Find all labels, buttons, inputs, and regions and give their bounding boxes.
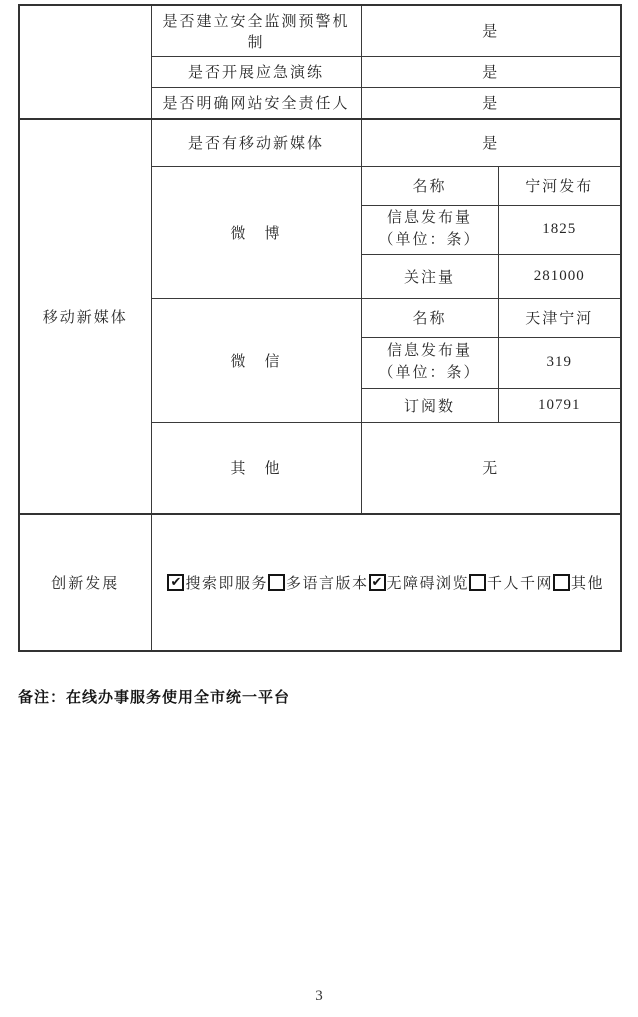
checkbox-checked-icon — [369, 574, 386, 591]
wechat-volume-value: 319 — [498, 337, 621, 388]
other-media-value: 无 — [361, 422, 621, 514]
wechat-subscribers-label: 订阅数 — [361, 388, 498, 422]
wechat-volume-label — [361, 337, 498, 388]
innovation-content-cell — [151, 514, 621, 651]
security-value-drill: 是 — [361, 56, 621, 87]
innovation-option — [469, 572, 553, 593]
checkbox-unchecked-icon — [553, 574, 570, 591]
footnote: 备注：在线办事服务使用全市统一平台 — [18, 689, 291, 706]
weibo-header: 微 博 — [151, 166, 361, 298]
innovation-header: 创新发展 — [19, 514, 151, 651]
page-number: 3 — [315, 988, 323, 1004]
wechat-name-value: 天津宁河 — [498, 298, 621, 337]
checkbox-checked-icon — [167, 574, 184, 591]
weibo-volume-value: 1825 — [498, 205, 621, 254]
checkbox-unchecked-icon — [469, 574, 486, 591]
innovation-option — [369, 572, 470, 593]
innovation-options — [156, 572, 617, 593]
security-label-drill: 是否开展应急演练 — [151, 56, 361, 87]
security-label-monitoring: 是否建立安全监测预警机制 — [151, 5, 361, 56]
category-cell-empty — [19, 5, 151, 119]
mobile-media-header: 移动新媒体 — [19, 119, 151, 514]
weibo-volume-label-line1: 信息发布量 — [386, 209, 472, 226]
checkbox-label: 多语言版本 — [285, 576, 369, 592]
has-mobile-media-value: 是 — [361, 119, 621, 166]
checkbox-label: 其他 — [571, 576, 605, 592]
checkbox-label: 无障碍浏览 — [386, 576, 470, 592]
weibo-followers-value: 281000 — [498, 254, 621, 298]
checkbox-unchecked-icon — [268, 574, 285, 591]
innovation-option — [553, 572, 604, 593]
weibo-volume-label-line2: （单位：条） — [378, 231, 481, 248]
innovation-option — [167, 572, 268, 593]
weibo-volume-label — [361, 205, 498, 254]
security-label-responsible-person: 是否明确网站安全责任人 — [151, 87, 361, 119]
security-value-responsible-person: 是 — [361, 87, 621, 119]
wechat-name-label: 名称 — [361, 298, 498, 337]
security-value-monitoring: 是 — [361, 5, 621, 56]
checkbox-label: 千人千网 — [487, 576, 554, 592]
weibo-followers-label: 关注量 — [361, 254, 498, 298]
innovation-option — [268, 572, 369, 593]
wechat-volume-label-line1: 信息发布量 — [386, 342, 472, 359]
weibo-name-label: 名称 — [361, 166, 498, 205]
wechat-header: 微 信 — [151, 298, 361, 422]
has-mobile-media-label: 是否有移动新媒体 — [151, 119, 361, 166]
other-media-label: 其 他 — [151, 422, 361, 514]
weibo-name-value: 宁河发布 — [498, 166, 621, 205]
wechat-subscribers-value: 10791 — [498, 388, 621, 422]
checkbox-label: 搜索即服务 — [185, 576, 268, 592]
annual-report-table — [18, 4, 622, 652]
wechat-volume-label-line2: （单位：条） — [378, 364, 481, 381]
